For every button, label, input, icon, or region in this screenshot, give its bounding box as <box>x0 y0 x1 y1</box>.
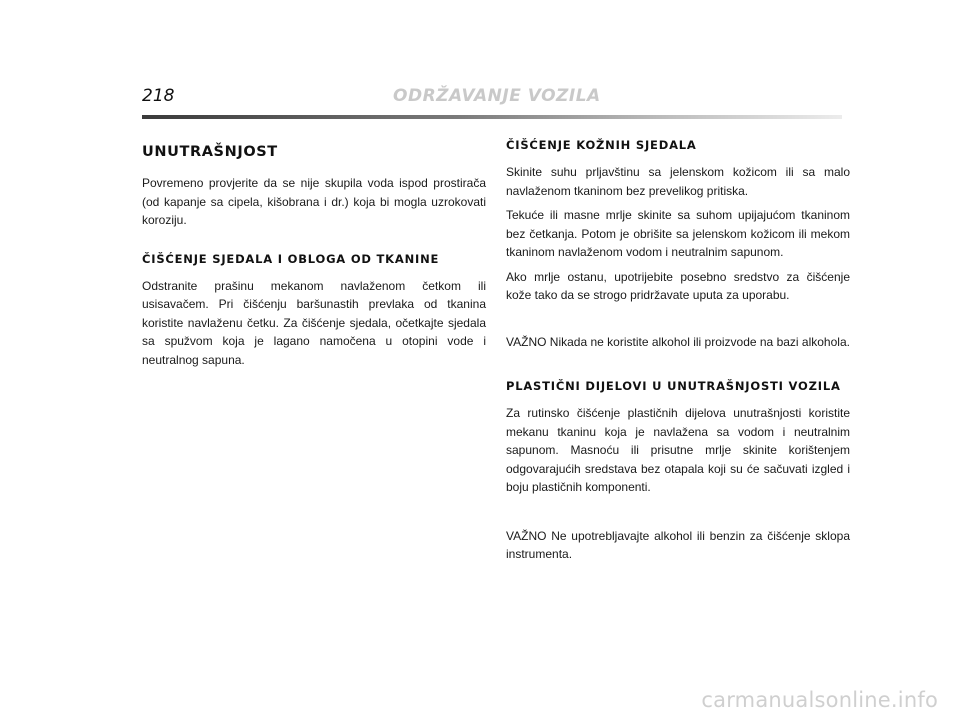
plastic-parts-paragraph: Za rutinsko čišćenje plastičnih dijelova unutrašnjosti koristite mekanu tkaninu koja je navlažena sa vodom i neutralnim sapunom. Masnoću ili prisutne mrlje skinite korištenjem odgovarajućih sredstava bez otapala koji su će sačuvati izgled i boju plastičnih komponenti. <box>506 406 850 494</box>
intro-paragraph: Povremeno provjerite da se nije skupila voda ispod prostirača (od kapanje sa cipela, kišobrana i dr.) koja bi mogla uzrokovati koroziju. <box>142 176 486 227</box>
fabric-seats-heading: ČIŠĆENJE SJEDALA I OBLOGA OD TKANINE <box>142 251 440 266</box>
section-title-interior: UNUTRAŠNJOST <box>142 144 278 160</box>
running-header-title: ODRŽAVANJE VOZILA <box>393 86 601 106</box>
right-column <box>506 138 850 570</box>
page-number: 218 <box>142 86 175 106</box>
fabric-seats-paragraph: Odstranite prašinu mekanom navlaženom četkom ili usisavačem. Pri čišćenju baršunastih prevlaka od tkanina koristite navlaženu četku. Za čišćenje sjedala, očetkajte sjedala sa spužvom koja je lagano namočena u otopini vode i neutralnog sapuna. <box>142 278 486 367</box>
leather-seats-heading: ČIŠĆENJE KOŽNIH SJEDALA <box>506 138 697 152</box>
spacer <box>506 311 850 333</box>
leather-paragraph-3: Ako mrlje ostanu, upotrijebite posebno sredstvo za čišćenje kože tako da se strogo pridržavate uputa za uporabu. <box>506 269 850 302</box>
spacer <box>142 236 486 252</box>
leather-paragraph-1: Skinite suhu prljavštinu sa jelenskom kožicom ili sa malo navlaženom tkaninom bez prevelikog pritiska. <box>506 165 850 198</box>
left-column <box>142 138 486 375</box>
spacer <box>506 503 850 527</box>
watermark: carmanualsonline.info <box>701 688 938 712</box>
spacer <box>506 357 850 379</box>
header-rule <box>142 115 842 119</box>
plastic-warning: VAŽNO Ne upotrebljavajte alkohol ili benzin za čišćenje sklopa instrumenta. <box>506 528 850 561</box>
plastic-parts-heading: PLASTIČNI DIJELOVI U UNUTRAŠNJOSTI VOZILA <box>506 379 841 393</box>
leather-paragraph-2: Tekuće ili masne mrlje skinite sa suhom upijajućom tkaninom bez četkanja. Potom je obrišite sa jelenskom kožicom ili mekom tkaninom navlaženom vodom i neutralnim sapunom. <box>506 208 850 259</box>
leather-warning: VAŽNO Nikada ne koristite alkohol ili proizvode na bazi alkohola. <box>506 334 850 349</box>
